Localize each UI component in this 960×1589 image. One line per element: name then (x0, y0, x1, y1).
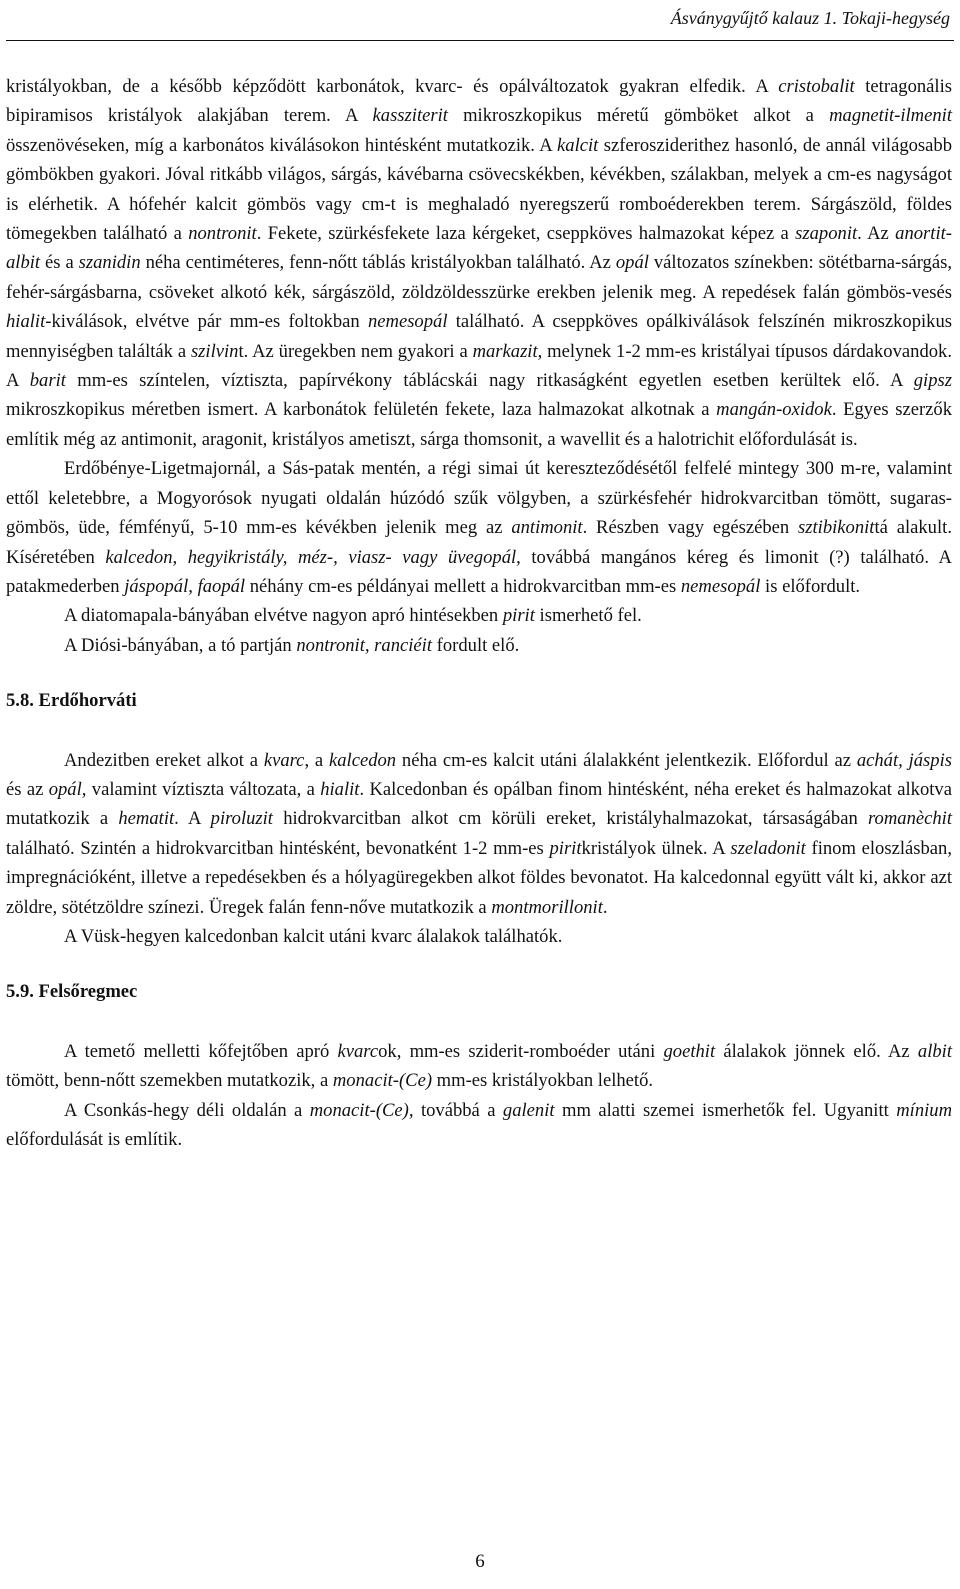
section-heading-felsoregmec: 5.9. Felsőregmec (6, 981, 138, 1003)
header-rule (6, 40, 954, 41)
page-number: 6 (475, 1551, 485, 1572)
paragraph-erdohorvati: Andezitben ereket alkot a kvarc, a kalcedon néha cm-es kalcit utáni álalakként jelentkezik. Előfordul az achát, jáspis és az opál, valamint víztiszta változata, a hialit. Kalcedonban és opálban finom hintésként, néha ereket és halmazokat alkotva mutatkozik a hematit. A piroluzit hidrokvarcitban alkot cm körüli ereket, kristályhalmazokat, társaságában romanèchit található. Szintén a hidrokvarcitban hintésként, bevonatként 1-2 mm-es piritkristályok ülnek. A szeladonit finom eloszlásban, impregnációként, illetve a repedésekben és a hólyagüregekben alkot földes bevonatot. Ha kalcedonnal együtt vált ki, akkor azt zöldre, sötétzöldre színezi. Üregek falán fenn-nőve mutatkozik a montmorillonit. (6, 749, 952, 918)
paragraph-mineral-list: kristályokban, de a később képződött karbonátok, kvarc- és opálváltozatok gyakran elfedik. A cristobalit tetragonális bipiramisos kristályok alakjában terem. A kassziterit mikroszkopikus méretű gömböket alkot a magnetit-ilmenit összenövéseken, míg a karbonátos kiválásokon hintésként mutatkozik. A kalcit szferosziderithez hasonló, de annál világosabb gömbökben gyakori. Jóval ritkább világos, sárgás, kávébarna csövecskékben, kévékben, szálakban, melyek a cm-es nagyságot is elérhetik. A hófehér kalcit gömbös vagy cm-t is meghaladó nyeregszerű romboéderekben terem. Sárgászöld, földes tömegekben található a nontronit. Fekete, szürkésfekete laza kérgeket, cseppköves halmazokat képez a szaponit. Az anortit-albit és a szanidin néha centiméteres, fenn-nőtt táblás kristályokban található. Az opál változatos színekben: sötétbarna-sárgás, fehér-sárgásbarna, csöveket alkotó kék, sárgászöld, zöldzöldesszürke erekben jelenik meg. A repedések falán gömbös-vesés hialit-kiválások, elvétve pár mm-es foltokban nemesopál található. A cseppköves opálkiválások felszínén mikroszkopikus mennyiségben találták a szilvint. Az üregekben nem gyakori a markazit, melynek 1-2 mm-es kristályai típusos dárdakovandok. A barit mm-es színtelen, víztiszta, papírvékony táblácskái nagy ritkaságként egyetlen esetben kerültek elő. A gipsz mikroszkopikus méretben ismert. A karbonátok felületén fekete, laza halmazokat alkotnak a mangán-oxidok. Egyes szerzők említik még az antimonit, aragonit, kristályos ametiszt, sárga thomsonit, a wavellit és a halotrichit előfordulását is. (6, 76, 953, 450)
body-text (6, 72, 952, 1154)
paragraph-diatomapala: A diatomapala-bányában elvétve nagyon apró hintésekben pirit ismerhető fel. (64, 605, 642, 627)
section-heading-erdohorvati: 5.8. Erdőhorváti (6, 690, 137, 712)
running-header: Ásványgyűjtő kalauz 1. Tokaji-hegység (670, 8, 950, 28)
paragraph-felsoregmec: A temető melletti kőfejtőben apró kvarcok, mm-es sziderit-romboéder utáni goethit álalakok jönnek elő. Az albit tömött, benn-nőtt szemekben mutatkozik, a monacit-(Ce) mm-es kristályokban lelhető. (6, 1040, 952, 1092)
paragraph-erdobenye: Erdőbénye-Ligetmajornál, a Sás-patak mentén, a régi simai út kereszteződésétől felfelé mintegy 300 m-re, valamint ettől keletebbre, a Mogyorósok nyugati oldalán húzódó szűk völgyben, a szürkésfehér hidrokvarcitban tömött, sugaras-gömbös, üde, fémfényű, 5-10 mm-es kévékben jelenik meg az antimonit. Részben vagy egészében sztibikonittá alakult. Kíséretében kalcedon, hegyikristály, méz-, viasz- vagy üvegopál, továbbá mangános kéreg és limonit (?) található. A patakmederben jáspopál, faopál néhány cm-es példányai mellett a hidrokvarcitban mm-es nemesopál is előfordult. (6, 458, 952, 597)
paragraph-vusk-hegy: A Vüsk-hegyen kalcedonban kalcit utáni kvarc álalakok találhatók. (64, 925, 563, 947)
paragraph-csonkas-hegy: A Csonkás-hegy déli oldalán a monacit-(Ce), továbbá a galenit mm alatti szemei ismerhetők fel. Ugyanitt mínium előfordulását is említik. (6, 1099, 952, 1150)
paragraph-diosi-banya: A Diósi-bányában, a tó partján nontronit, ranciéit fordult elő. (64, 634, 520, 656)
